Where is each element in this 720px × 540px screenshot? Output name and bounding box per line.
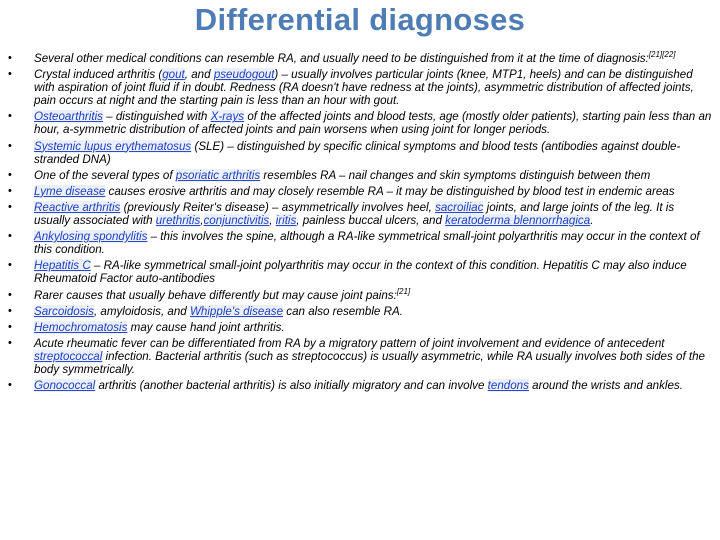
bullet-text: Crystal induced arthritis ( (34, 68, 163, 82)
bullet-text: resembles RA – nail changes and skin symptoms distinguish between them (260, 168, 651, 182)
citation-ref: [21] (396, 286, 411, 296)
bullet-text: – distinguished with (102, 110, 211, 124)
bullet-list (8, 52, 712, 395)
bullet-text: joints, and large joints of the leg. It is usually associated with (34, 200, 675, 228)
wiki-link[interactable]: Whipple's disease (189, 304, 284, 318)
wiki-link[interactable]: psoriatic arthritis (175, 168, 261, 182)
wiki-link[interactable]: Hepatitis C (34, 259, 91, 273)
bullet-text: causes erosive arthritis and may closely resemble RA – it may be distinguished by blood test in endemic areas (105, 184, 675, 198)
wiki-link[interactable]: Osteoarthritis (34, 110, 103, 124)
slide-title: Differential diagnoses (194, 2, 526, 37)
bullet-text: of the affected joints and blood tests, age (mostly older patients), starting pain less than an hour, a-symmetric distribution of affected joints and pain worsens when using joint for longer periods. (34, 110, 712, 137)
citation-ref: [21][22] (648, 50, 676, 60)
wiki-link[interactable]: urethritis (155, 214, 201, 228)
bullet-text: Rarer causes that usually behave differently but may cause joint pains: (34, 288, 397, 302)
bullet-item (8, 379, 712, 392)
wiki-link[interactable]: gout (162, 68, 185, 82)
bullet-text: , painless buccal ulcers, and (296, 214, 446, 228)
wiki-link[interactable]: Sarcoidosis (34, 304, 94, 318)
bullet-item (8, 337, 712, 376)
wiki-link[interactable]: Hemochromatosis (34, 320, 128, 334)
bullet-item (8, 68, 712, 107)
wiki-link[interactable]: sacroiliac (435, 200, 484, 214)
bullet-item (8, 52, 712, 65)
bullet-item (8, 305, 712, 318)
bullet-text: (previously Reiter's disease) – asymmetrically involves heel, (120, 200, 436, 214)
bullet-text: One of the several types of (34, 168, 176, 182)
bullet-text: , (200, 214, 204, 228)
wiki-link[interactable]: Gonococcal (34, 379, 96, 393)
bullet-item (8, 259, 712, 285)
bullet-text: , and (184, 68, 214, 82)
bullet-text: . (590, 214, 594, 228)
bullet-item (8, 110, 712, 136)
wiki-link[interactable]: keratoderma blennorrhagica (445, 214, 591, 228)
bullet-item (8, 169, 712, 182)
wiki-link[interactable]: tendons (487, 379, 529, 393)
wiki-link[interactable]: Systemic lupus erythematosus (34, 139, 192, 153)
bullet-item (8, 230, 712, 256)
bullet-text: ) – usually involves particular joints (knee, MTP1, heels) and can be distinguished with aspiration of joint fluid if in doubt. Redness (RA doesn't have redness at the joints), asymmetric distribution of affected joints, pain occurs at night and the starting pain is less than an hour with gout. (34, 68, 694, 108)
wiki-link[interactable]: Reactive arthritis (34, 200, 121, 214)
bullet-text: (SLE) – distinguished by specific clinical symptoms and blood tests (antibodies against double-stranded DNA) (34, 139, 681, 166)
bullet-text: – RA-like symmetrical small-joint polyarthritis may occur in the context of this condition. Hepatitis C may also induce Rheumatoid Factor auto-antibodies (34, 259, 687, 286)
bullet-item (8, 185, 712, 198)
bullet-item (8, 321, 712, 334)
bullet-text: – this involves the spine, although a RA-like symmetrical small-joint polyarthritis may occur in the context of this condition. (34, 230, 700, 257)
bullet-text: arthritis (another bacterial arthritis) is also initially migratory and can involve (95, 379, 488, 393)
bullet-text: infection. Bacterial arthritis (such as streptococcus) is usually asymmetric, while RA usually involves both sides of the body symmetrically. (34, 349, 706, 376)
wiki-link[interactable]: streptococcal (34, 349, 103, 363)
wiki-link[interactable]: iritis (275, 214, 297, 228)
bullet-text: around the wrists and ankles. (528, 379, 683, 393)
wiki-link[interactable]: Lyme disease (34, 184, 106, 198)
bullet-text: Several other medical conditions can resemble RA, and usually need to be distinguished from it at the time of diagnosis: (34, 52, 649, 65)
bullet-text: may cause hand joint arthritis. (127, 320, 285, 334)
bullet-item (8, 140, 712, 166)
bullet-item (8, 286, 712, 302)
bullet-item (8, 201, 712, 227)
wiki-link[interactable]: Ankylosing spondylitis (34, 230, 148, 244)
bullet-text: Acute rheumatic fever can be differentiated from RA by a migratory pattern of joint involvement and evidence of antecedent (34, 336, 665, 350)
bullet-text: , amyloidosis, and (93, 304, 190, 318)
wiki-link[interactable]: pseudogout (213, 68, 275, 82)
bullet-text: , (269, 214, 276, 228)
bullet-text: can also resemble RA. (283, 304, 403, 318)
wiki-link[interactable]: conjunctivitis (203, 214, 270, 228)
wiki-link[interactable]: X-rays (210, 110, 245, 124)
